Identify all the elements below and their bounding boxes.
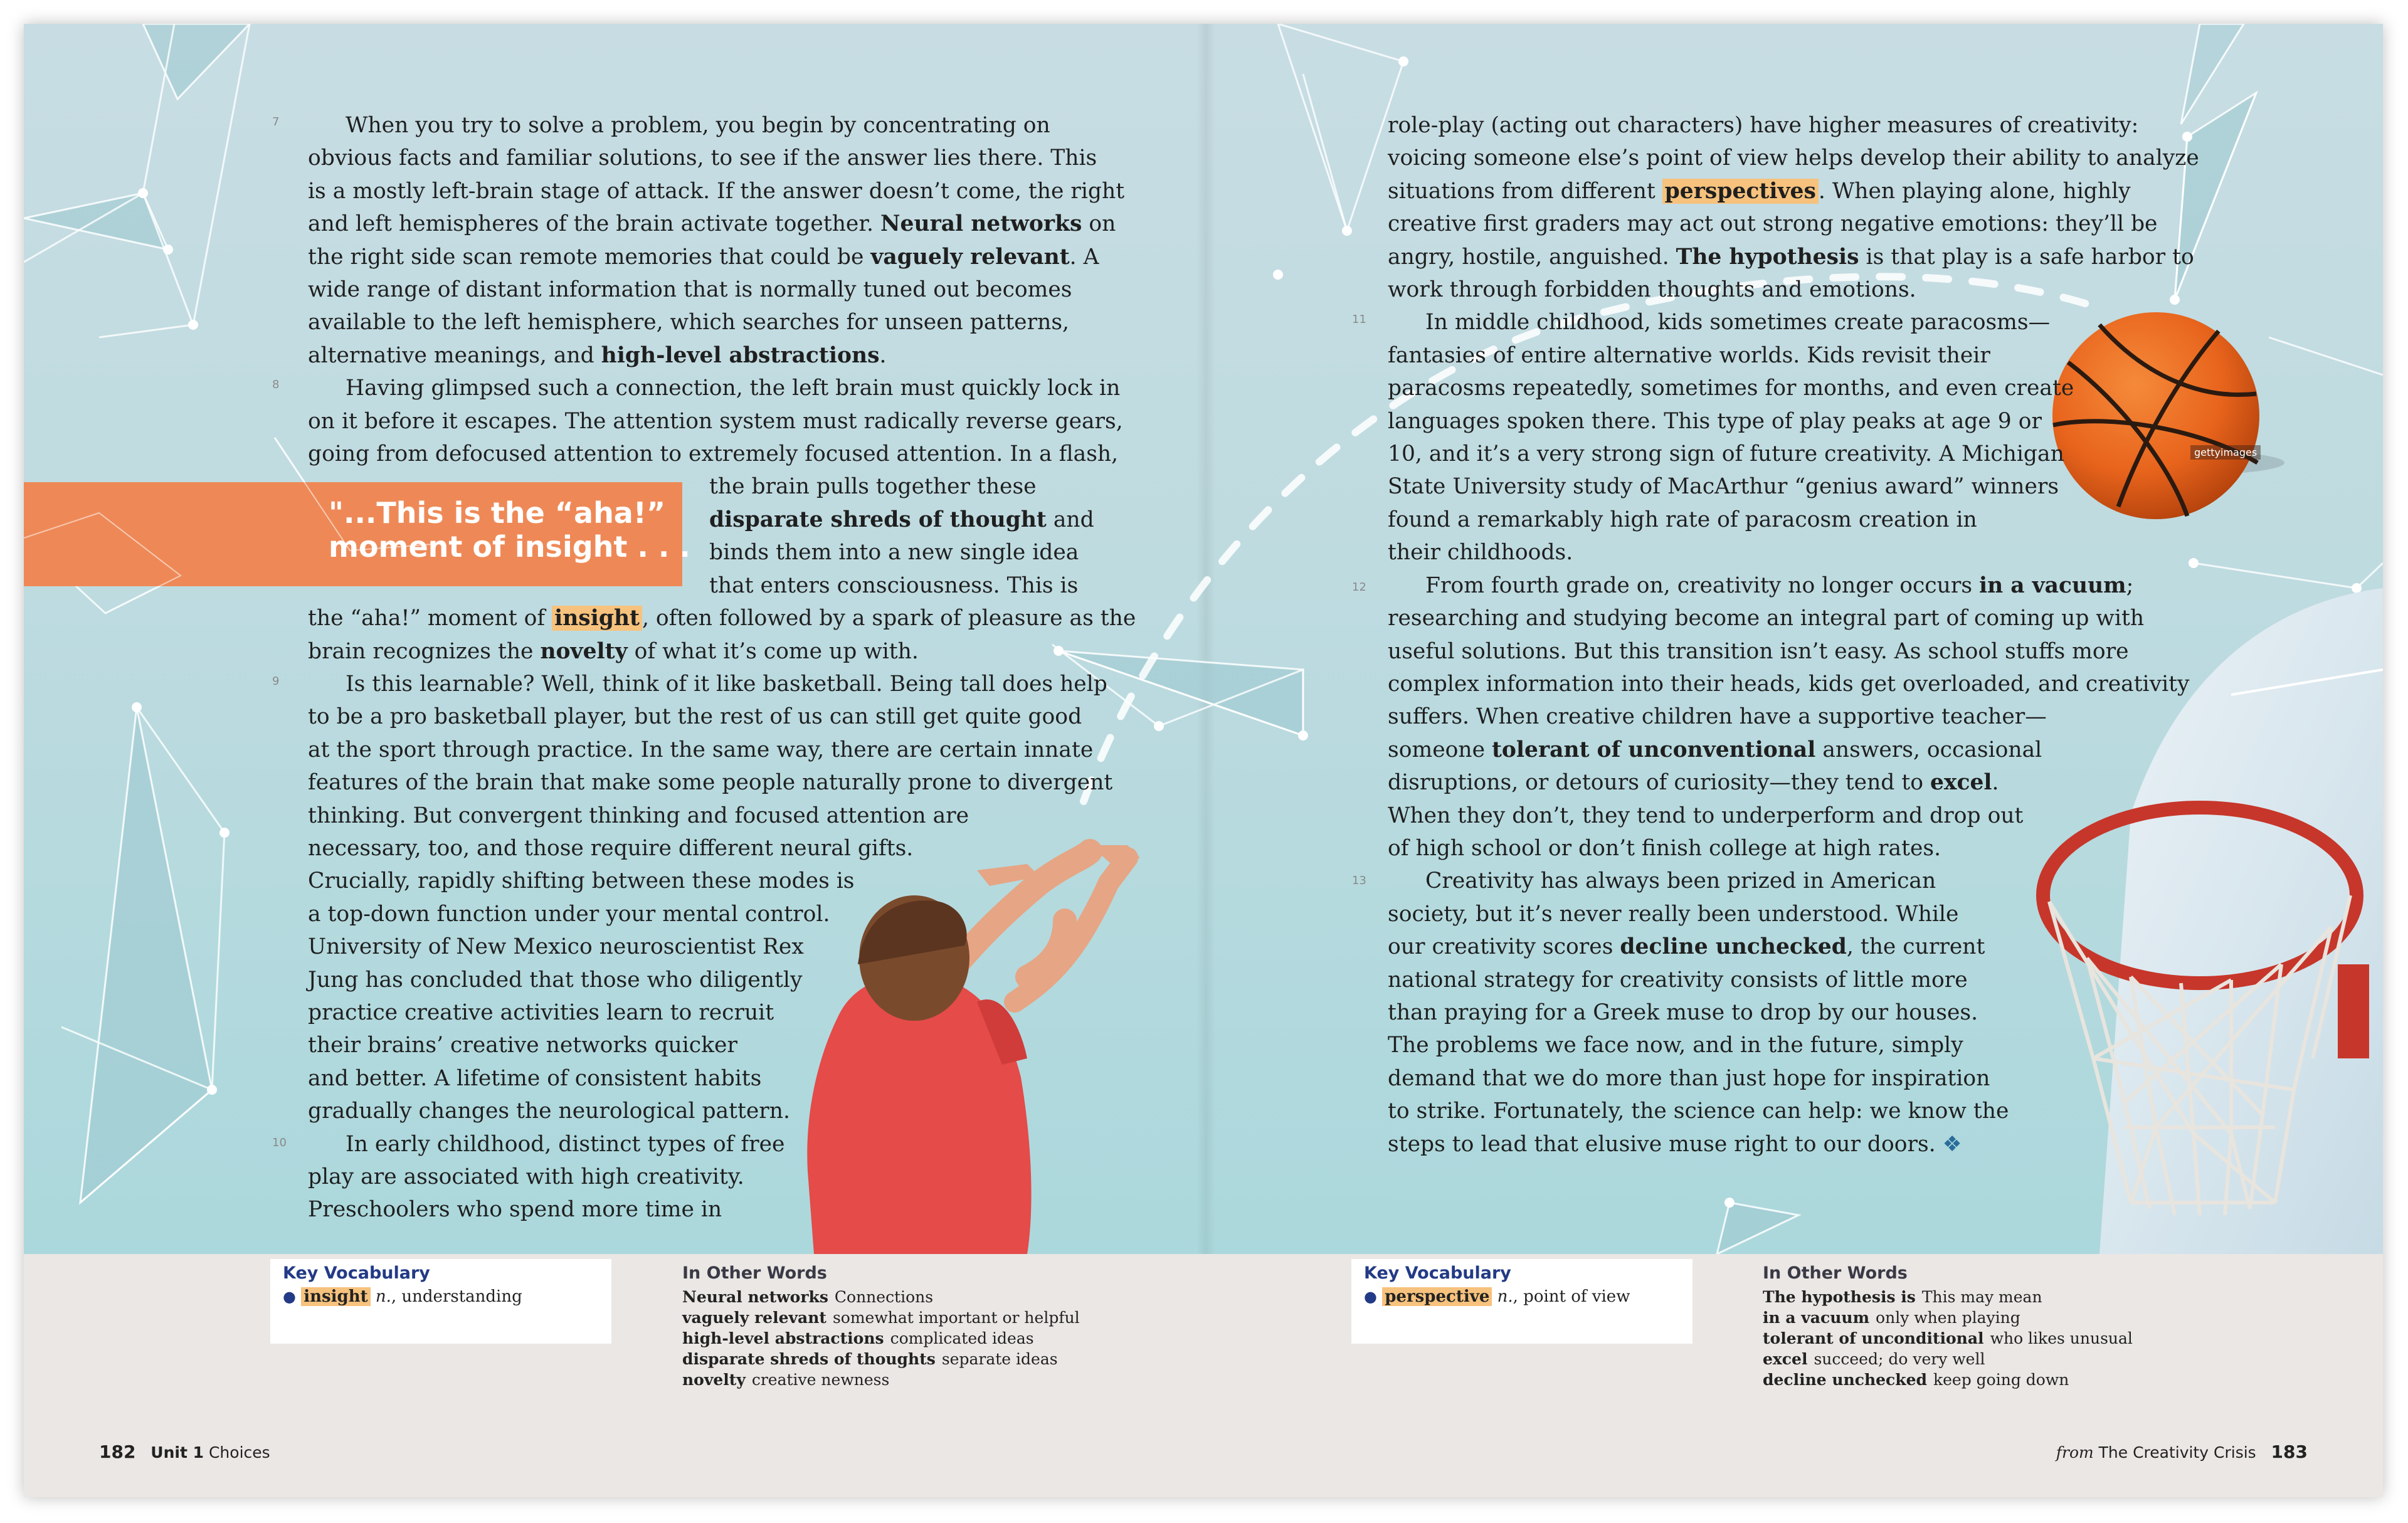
paragraph-number: 13: [1352, 874, 1366, 887]
vocab-word: insight: [301, 1287, 370, 1306]
in-other-words-item: [1763, 1287, 2133, 1307]
key-vocabulary-title: Key Vocabulary: [1364, 1263, 1511, 1283]
text-line: 10, and it’s a very strong sign of future creativity. A Michigan: [1388, 441, 2064, 467]
text-line: fantasies of entire alternative worlds. Kids revisit their: [1388, 342, 1990, 368]
text-line: Is this learnable? Well, think of it like basketball. Being tall does help: [346, 671, 1107, 697]
text-line: and better. A lifetime of consistent habits: [308, 1065, 762, 1091]
key-vocabulary-entry: [283, 1287, 522, 1306]
text-line: the brain pulls together these: [709, 474, 1037, 500]
in-other-words-term: high-level abstractions: [682, 1329, 884, 1347]
text-line: available to the left hemisphere, which searches for unseen patterns,: [308, 310, 1069, 335]
text-line: University of New Mexico neuroscientist Rex: [308, 934, 804, 960]
text-line: work through forbidden thoughts and emotions.: [1388, 277, 1916, 303]
getty-watermark: gettyimages: [2190, 445, 2261, 460]
vocab-definition: , point of view: [1513, 1287, 1630, 1306]
text-line: at the sport through practice. In the same way, there are certain innate: [308, 737, 1094, 762]
text-line: The problems we face now, and in the future, simply: [1388, 1033, 1963, 1058]
paragraph-number: 7: [272, 115, 280, 129]
text-line: paracosms repeatedly, sometimes for months, and even create: [1388, 376, 2074, 401]
text-line: thinking. But convergent thinking and focused attention are: [308, 803, 969, 828]
in-other-words-def: Connections: [834, 1288, 934, 1306]
in-other-words-item: [1763, 1328, 2133, 1349]
text-line-content: steps to lead that elusive muse right to our doors.: [1388, 1131, 1936, 1157]
unit-title: Choices: [208, 1443, 270, 1462]
text-line: that enters consciousness. This is: [709, 572, 1079, 598]
pull-quote-line: moment of insight . . .: [329, 530, 690, 564]
in-other-words-list: [682, 1287, 1080, 1390]
text-line: disparate shreds of thought and: [709, 507, 1094, 532]
text-line: Creativity has always been prized in American: [1425, 868, 1936, 894]
text-line: situations from different perspectives . When playing alone, highly: [1388, 178, 2131, 204]
right-column: [1388, 109, 2199, 1161]
vocab-definition: , understanding: [391, 1287, 522, 1306]
from-label: from: [2056, 1443, 2094, 1462]
in-other-words-def: complicated ideas: [890, 1329, 1034, 1347]
text-line: going from defocused attention to extremely focused attention. In a flash,: [308, 441, 1119, 467]
text-line: State University study of MacArthur “genius award” winners: [1388, 474, 2059, 500]
text-line: alternative meanings, and high-level abstractions.: [308, 342, 887, 368]
text-line: From fourth grade on, creativity no longer occurs in a vacuum;: [1425, 572, 2134, 598]
text-line: useful solutions. But this transition isn’t easy. As school stuffs more: [1388, 638, 2129, 664]
text-line: and left hemispheres of the brain activate together. Neural networks on: [308, 211, 1116, 237]
key-vocabulary-title: Key Vocabulary: [283, 1263, 430, 1283]
in-other-words-item: [1763, 1307, 2133, 1328]
in-other-words-def: creative newness: [751, 1371, 890, 1389]
folio-left: [99, 1441, 270, 1462]
key-vocabulary-entry: [1364, 1287, 1630, 1306]
paragraph-number: 10: [272, 1136, 287, 1149]
in-other-words-term: tolerant of unconditional: [1763, 1329, 1984, 1347]
text-line: voicing someone else’s point of view helps develop their ability to analyze: [1388, 145, 2199, 171]
text-line: researching and studying become an integral part of coming up with: [1388, 606, 2145, 631]
in-other-words-def: who likes unusual: [1990, 1329, 2133, 1347]
folio-right: [2056, 1441, 2308, 1462]
end-mark-icon: ❖: [1942, 1131, 1962, 1157]
in-other-words-term: disparate shreds of thoughts: [682, 1350, 936, 1368]
paragraph-number: 12: [1352, 581, 1366, 594]
text-line: necessary, too, and those require different neural gifts.: [308, 835, 914, 861]
text-line: someone tolerant of unconventional answers, occasional: [1388, 737, 2042, 762]
in-other-words-term: Neural networks: [682, 1288, 828, 1306]
text-line: creative first graders may act out strong negative emotions: they’ll be: [1388, 211, 2158, 237]
text-line: brain recognizes the novelty of what it’s come up with.: [308, 638, 919, 664]
text-line: their childhoods.: [1388, 540, 1573, 566]
in-other-words-term: decline unchecked: [1763, 1371, 1927, 1389]
text-line: society, but it’s never really been understood. While: [1388, 901, 1959, 927]
in-other-words-title: In Other Words: [1763, 1263, 1908, 1283]
in-other-words-def: succeed; do very well: [1814, 1350, 1985, 1368]
text-line: Jung has concluded that those who diligently: [308, 967, 803, 993]
in-other-words-item: [682, 1287, 1080, 1307]
text-line: national strategy for creativity consists of little more: [1388, 967, 1968, 993]
text-line: to strike. Fortunately, the science can help: we know the: [1388, 1099, 2009, 1124]
text-line: When you try to solve a problem, you begin by concentrating on: [346, 113, 1050, 138]
text-line: features of the brain that make some people naturally prone to divergent: [308, 770, 1113, 796]
bullet-icon: ●: [283, 1288, 296, 1305]
part-of-speech: n.: [1497, 1287, 1513, 1306]
source-title: The Creativity Crisis: [2098, 1443, 2256, 1462]
text-line: obvious facts and familiar solutions, to see if the answer lies there. This: [308, 145, 1097, 171]
in-other-words-list: [1763, 1287, 2133, 1390]
bullet-icon: ●: [1364, 1288, 1377, 1305]
unit-label: Unit 1: [150, 1443, 204, 1462]
in-other-words-def: keep going down: [1933, 1371, 2069, 1389]
book-spread: [24, 24, 2383, 1497]
in-other-words-item: [682, 1349, 1080, 1369]
text-line: Preschoolers who spend more time in: [308, 1197, 722, 1223]
page-number: 183: [2271, 1441, 2308, 1462]
text-line: Having glimpsed such a connection, the left brain must quickly lock in: [346, 376, 1121, 401]
text-line: binds them into a new single idea: [709, 540, 1079, 566]
text-line: play are associated with high creativity.: [308, 1164, 744, 1189]
in-other-words-def: separate ideas: [941, 1350, 1058, 1368]
in-other-words-def: somewhat important or helpful: [832, 1309, 1080, 1327]
text-line: Crucially, rapidly shifting between these modes is: [308, 868, 855, 894]
in-other-words-term: in a vacuum: [1763, 1309, 1870, 1327]
in-other-words-term: excel: [1763, 1350, 1808, 1368]
text-line: of high school or don’t finish college at high rates.: [1388, 835, 1941, 861]
paragraph-number: 11: [1352, 313, 1366, 326]
paragraph-number: 9: [272, 675, 280, 688]
vocab-highlight: perspectives: [1662, 179, 1819, 204]
text-line: In early childhood, distinct types of free: [346, 1131, 785, 1157]
text-line: is a mostly left-brain stage of attack. If the answer doesn’t come, the right: [308, 178, 1125, 204]
text-line: found a remarkably high rate of paracosm creation in: [1388, 507, 1977, 532]
in-other-words-item: [682, 1369, 1080, 1390]
text-line: gradually changes the neurological pattern.: [308, 1099, 790, 1124]
text-line: In middle childhood, kids sometimes create paracosms—: [1425, 310, 2051, 335]
vocab-word: perspective: [1382, 1287, 1492, 1306]
text-line: their brains’ creative networks quicker: [308, 1033, 737, 1058]
text-line: wide range of distant information that is normally tuned out becomes: [308, 277, 1072, 303]
text-line: a top-down function under your mental control.: [308, 901, 830, 927]
text-line: suffers. When creative children have a supportive teacher—: [1388, 704, 2047, 730]
text-line: practice creative activities learn to recruit: [308, 999, 774, 1025]
left-column: [308, 109, 1136, 1226]
in-other-words-item: [682, 1307, 1080, 1328]
in-other-words-term: The hypothesis is: [1763, 1288, 1916, 1306]
text-line: to be a pro basketball player, but the rest of us can still get quite good: [308, 704, 1082, 730]
text-line: role-play (acting out characters) have higher measures of creativity:: [1388, 113, 2139, 138]
in-other-words-item: [682, 1328, 1080, 1349]
in-other-words-item: [1763, 1369, 2133, 1390]
text-line: angry, hostile, anguished. The hypothesis is that play is a safe harbor to: [1388, 244, 2194, 270]
in-other-words-def: only when playing: [1876, 1309, 2020, 1327]
text-line: the right side scan remote memories that could be vaguely relevant. A: [308, 244, 1099, 270]
paragraph-number: 8: [272, 378, 280, 391]
text-line: [1388, 1128, 2199, 1161]
text-line: the “aha!” moment of insight , often followed by a spark of pleasure as the: [308, 606, 1136, 631]
in-other-words-term: novelty: [682, 1371, 746, 1389]
text-line: demand that we do more than just hope for inspiration: [1388, 1065, 1990, 1091]
text-line: our creativity scores decline unchecked, the current: [1388, 934, 1985, 960]
in-other-words-def: This may mean: [1921, 1288, 2042, 1306]
in-other-words-title: In Other Words: [682, 1263, 827, 1283]
text-line: When they don’t, they tend to underperform and drop out: [1388, 803, 2024, 828]
text-line: disruptions, or detours of curiosity—they tend to excel.: [1388, 770, 1999, 796]
pull-quote-line: "...This is the “aha!”: [329, 496, 666, 530]
text-line: languages spoken there. This type of play peaks at age 9 or: [1388, 408, 2042, 434]
in-other-words-item: [1763, 1349, 2133, 1369]
text-line: complex information into their heads, kids get overloaded, and creativity: [1388, 671, 2190, 697]
in-other-words-term: vaguely relevant: [682, 1309, 826, 1327]
text-line: than praying for a Greek muse to drop by our houses.: [1388, 999, 1978, 1025]
vocab-highlight: insight: [552, 606, 642, 631]
text-line: on it before it escapes. The attention system must radically reverse gears,: [308, 408, 1123, 434]
page-number: 182: [99, 1441, 136, 1462]
part-of-speech: n.: [375, 1287, 391, 1306]
